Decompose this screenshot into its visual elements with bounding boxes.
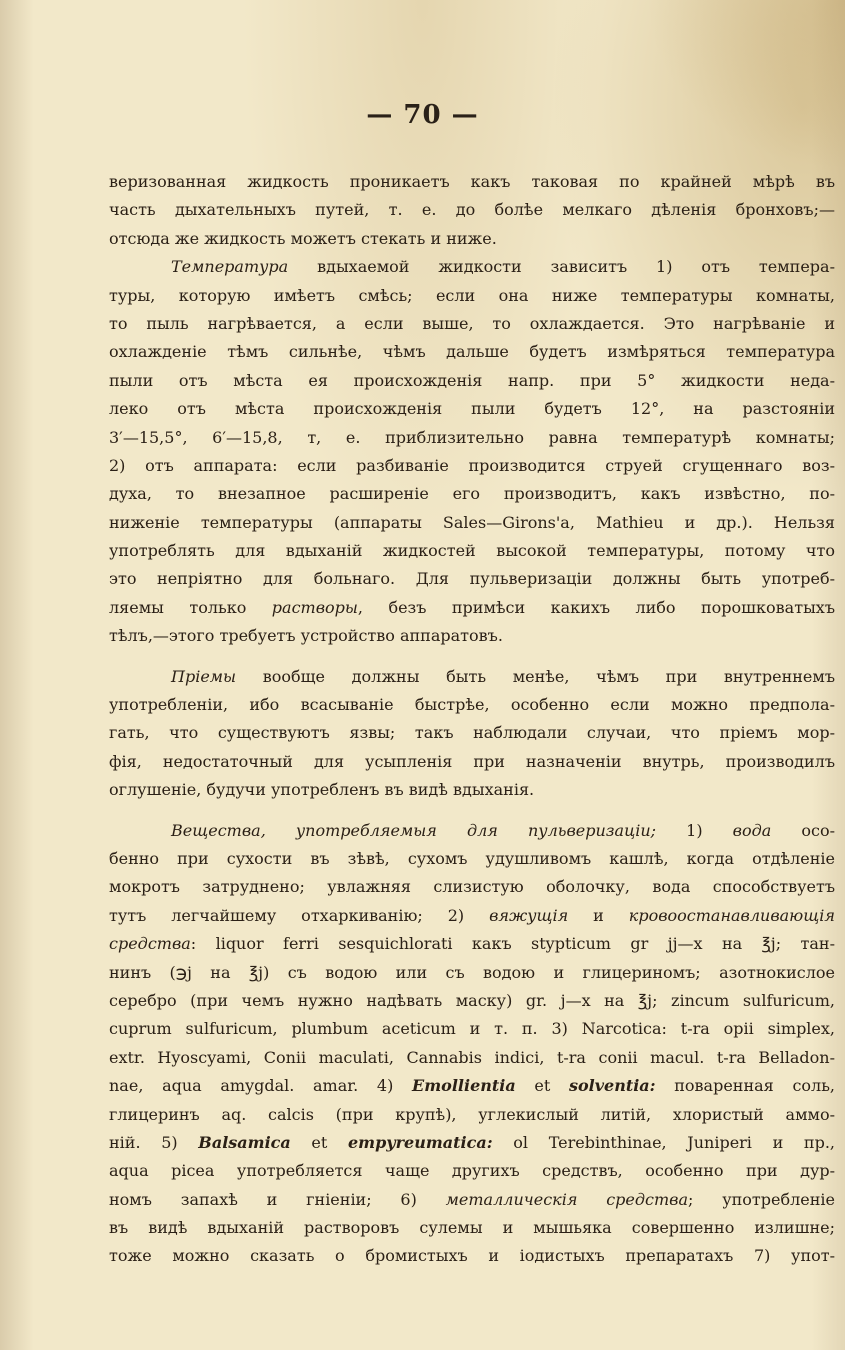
text-line: фія, недостаточный для усыпленія при назначеніи внутрь, производилъ	[109, 751, 835, 771]
text-line: охлажденіе тѣмъ сильнѣе, чѣмъ дальше будетъ измѣряться температура	[109, 342, 835, 362]
page-number: — 70 —	[366, 100, 479, 130]
term-priemy: Пріемы	[171, 666, 237, 686]
paragraph-gap	[109, 805, 835, 817]
text-line: 2) отъ аппарата: если разбиваніе производится струей сгущеннаго воз-	[109, 455, 835, 475]
text-span: и	[568, 905, 629, 925]
text-line	[109, 930, 835, 958]
text-line	[109, 1129, 835, 1157]
text-line	[109, 902, 835, 930]
paragraph-gap	[109, 651, 835, 663]
term-temperatura: Температура	[171, 257, 289, 277]
term-empyreumatica: empyreumatica:	[348, 1132, 493, 1152]
text-line: оглушеніе, будучи употребленъ въ видѣ вдыханія.	[109, 780, 535, 800]
text-line: 3′—15,5°, 6′—15,8, т, е. приблизительно равна температурѣ комнаты;	[109, 427, 835, 447]
text-line: въ видѣ вдыханій растворовъ сулемы и мышьяка совершенно излишне;	[109, 1218, 835, 1238]
text-line	[109, 663, 835, 691]
text-line	[109, 1186, 835, 1214]
text-span: et	[515, 1076, 569, 1096]
text-span: et	[290, 1132, 348, 1152]
text-line: веризованная жидкость проникаетъ какъ таковая по крайней мѣрѣ въ	[109, 172, 835, 191]
text-span: ляемы только	[109, 597, 272, 617]
text-span: поваренная соль,	[655, 1076, 835, 1096]
text-line: cuprum sulfuricum, plumbum aceticum и т. п. 3) Narcotica: t-ra opii simplex,	[109, 1019, 835, 1039]
text-line: пыли отъ мѣста ея происхожденія напр. при 5° жидкости неда-	[109, 370, 835, 390]
text-line: часть дыхательныхъ путей, т. е. до болѣе мелкаго дѣленія бронховъ;—	[109, 200, 835, 220]
text-line: духа, то внезапное расширеніе его производитъ, какъ извѣстно, по-	[109, 484, 835, 504]
text-span: : liquor ferri sesquichlorati какъ stypticum gr jj—x на ℥j; тан-	[190, 934, 835, 954]
text-span: ній. 5)	[109, 1132, 199, 1152]
text-line: леко отъ мѣста происхожденія пыли будетъ 12°, на разстояніи	[109, 399, 835, 419]
text-span: 1)	[656, 820, 733, 840]
text-line: тѣлъ,—этого требуетъ устройство аппаратовъ.	[109, 626, 503, 646]
text-line: серебро (при чемъ нужно надѣвать маску) gr. j—x на ℥j; zincum sulfuricum,	[109, 990, 835, 1010]
text-line: туры, которую имѣетъ смѣсь; если она ниже температуры комнаты,	[109, 285, 835, 305]
text-line: мокротъ затруднено; увлажняя слизистую оболочку, вода способствуетъ	[109, 877, 835, 897]
text-line	[109, 1072, 835, 1100]
term-veshchestva: Вещества, употребляемыя для пульверизаціи;	[171, 820, 657, 840]
text-span: осо-	[771, 820, 835, 840]
body-text	[109, 168, 835, 1271]
text-line: то пыль нагрѣвается, а если выше, то охлаждается. Это нагрѣваніе и	[109, 313, 835, 333]
text-line: это непріятно для больнаго. Для пульверизаціи должны быть употреб-	[109, 569, 835, 589]
text-line: гать, что существуютъ язвы; такъ наблюдали случаи, что пріемъ мор-	[109, 723, 835, 743]
text-span: ; употребленіе	[688, 1189, 835, 1209]
term-sredstva: средства	[109, 934, 191, 954]
paper-stain	[645, 0, 845, 170]
text-line: бенно при сухости въ зѣвѣ, сухомъ удушливомъ кашлѣ, когда отдѣленіе	[109, 848, 835, 868]
term-vyazhushchiya: вяжущія	[489, 905, 569, 925]
text-line: нинъ (℈j на ℥j) съ водою или съ водою и глицериномъ; азотнокислое	[109, 962, 835, 982]
text-span: номъ запахѣ и гніеніи; 6)	[109, 1189, 446, 1209]
term-solventia: solventia:	[568, 1076, 656, 1096]
text-line	[109, 253, 835, 281]
text-span: , безъ примѣси какихъ либо порошковатыхъ	[357, 597, 835, 617]
text-line: extr. Hyoscyami, Conii maculati, Cannabis indici, t-ra conii macul. t-ra Belladon-	[109, 1047, 835, 1067]
text-span: ol Terebinthinae, Juniperi и пр.,	[492, 1132, 835, 1152]
text-line: употребленіи, ибо всасываніе быстрѣе, особенно если можно предпола-	[109, 695, 835, 715]
text-span: вдыхаемой жидкости зависитъ 1) отъ темпера-	[288, 257, 835, 277]
text-span: вообще должны быть менѣе, чѣмъ при внутреннемъ	[236, 666, 835, 686]
text-line: отсюда же жидкость можетъ стекать и ниже.	[109, 228, 497, 248]
text-line	[109, 594, 835, 622]
term-balsamica: Balsamica	[198, 1132, 291, 1152]
text-line: ниженіе температуры (аппараты Sales—Girons'a, Mathieu и др.). Нельзя	[109, 512, 835, 532]
text-span: nae, aqua amygdal. amar. 4)	[109, 1076, 413, 1096]
text-line: глицеринъ aq. calcis (при крупѣ), углекислый литій, хлористый аммо-	[109, 1104, 835, 1124]
text-span: тутъ легчайшему отхаркиванію; 2)	[109, 905, 490, 925]
text-line: употреблять для вдыханій жидкостей высокой температуры, потому что	[109, 541, 835, 561]
term-metallicheskiya-sredstva: металлическія средства	[445, 1189, 689, 1209]
text-line: тоже можно сказать о бромистыхъ и іодистыхъ препаратахъ 7) упот-	[109, 1246, 835, 1266]
term-rastvory: растворы	[271, 597, 358, 617]
term-voda: вода	[732, 820, 772, 840]
term-emollientia: Emollientia	[412, 1076, 516, 1096]
text-line: aqua picea употребляется чаще другихъ средствъ, особенно при дур-	[109, 1161, 835, 1181]
term-krovoostanavlivayushchiya: кровоостанавливающія	[628, 905, 835, 925]
text-line	[109, 817, 835, 845]
